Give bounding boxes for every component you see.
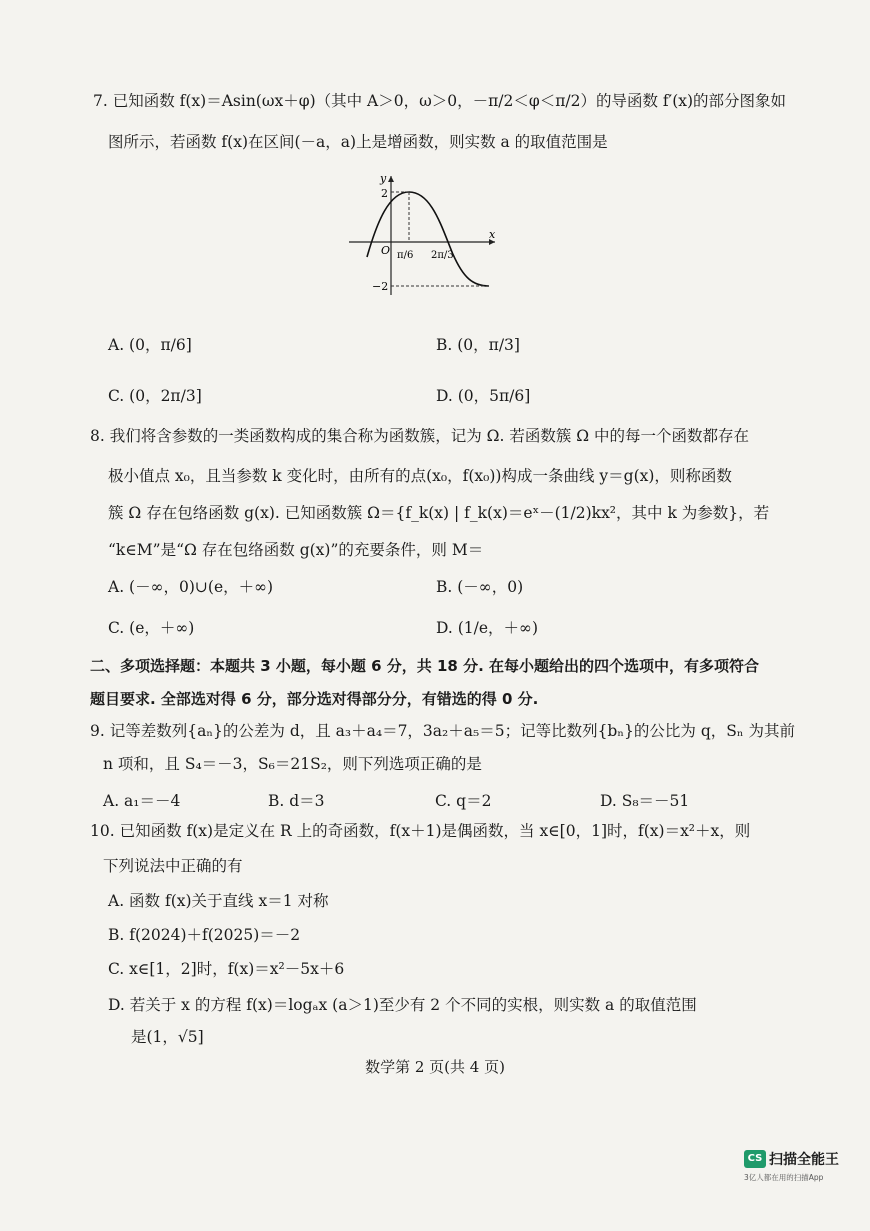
q10-option-b: B. f(2024)＋f(2025)＝－2 <box>108 926 301 944</box>
derivative-curve <box>367 192 489 286</box>
scanner-badge-icon: CS <box>744 1150 766 1168</box>
q10-option-d-line2: 是(1，√5] <box>131 1028 204 1046</box>
q7-line2: 图所示，若函数 f(x)在区间(－a，a)上是增函数，则实数 a 的取值范围是 <box>108 133 608 151</box>
q8-line2: 极小值点 x₀，且当参数 k 变化时，由所有的点(x₀，f(x₀))构成一条曲线 y＝g(x)，则称函数 <box>108 467 732 485</box>
q8-option-c: C. (e，＋∞) <box>108 619 195 637</box>
scanner-app-name: 扫描全能王 <box>769 1151 839 1168</box>
q9-option-a: A. a₁＝－4 <box>103 792 181 810</box>
y-min-label: −2 <box>372 280 389 293</box>
q10-line1: 10. 已知函数 f(x)是定义在 R 上的奇函数，f(x＋1)是偶函数，当 x∈[0，1]时，f(x)＝x²＋x，则 <box>90 822 751 840</box>
q10-option-a: A. 函数 f(x)关于直线 x＝1 对称 <box>108 892 329 910</box>
section2-line2: 题目要求. 全部选对得 6 分，部分选对得部分分，有错选的得 0 分. <box>90 690 539 708</box>
q10-option-c: C. x∈[1，2]时，f(x)＝x²－5x＋6 <box>108 960 345 978</box>
page-footer: 数学第 2 页(共 4 页) <box>365 1058 505 1076</box>
q9-line2: n 项和，且 S₄＝－3，S₆＝21S₂，则下列选项正确的是 <box>103 755 482 773</box>
scanner-tagline: 3亿人都在用的扫描App <box>744 1173 824 1182</box>
scanner-logo <box>744 1148 839 1169</box>
q8-option-a: A. (－∞，0)∪(e，＋∞) <box>108 578 274 596</box>
tick-2pi-over-3: 2π/3 <box>431 250 454 261</box>
tick-pi-over-6: π/6 <box>397 250 414 261</box>
q8-line3: 簇 Ω 存在包络函数 g(x). 已知函数簇 Ω＝{f_k(x) | f_k(x)＝eˣ－(1/2)kx²，其中 k 为参数}，若 <box>108 504 770 522</box>
section2-line1: 二、多项选择题：本题共 3 小题，每小题 6 分，共 18 分. 在每小题给出的四个选项中，有多项符合 <box>90 657 760 675</box>
q7-option-a: A. (0，π/6] <box>108 336 192 354</box>
derivative-graph <box>345 170 505 300</box>
y-axis-arrow <box>388 176 394 182</box>
q9-option-c: C. q＝2 <box>435 792 492 810</box>
q9-option-b: B. d＝3 <box>268 792 325 810</box>
origin-label: O <box>381 244 391 257</box>
q7-option-b: B. (0，π/3] <box>436 336 520 354</box>
q10-option-d-line1: D. 若关于 x 的方程 f(x)＝logₐx (a＞1)至少有 2 个不同的实根，则实数 a 的取值范围 <box>108 996 697 1014</box>
q9-option-d: D. S₈＝－51 <box>600 792 690 810</box>
q9-line1: 9. 记等差数列{aₙ}的公差为 d，且 a₃＋a₄＝7，3a₂＋a₅＝5；记等比数列{bₙ}的公比为 q，Sₙ 为其前 <box>90 722 796 740</box>
q8-option-b: B. (－∞，0) <box>436 578 524 596</box>
q10-line2: 下列说法中正确的有 <box>103 857 243 875</box>
q7-option-d: D. (0，5π/6] <box>436 387 531 405</box>
q8-line1: 8. 我们将含参数的一类函数构成的集合称为函数簇，记为 Ω. 若函数簇 Ω 中的每一个函数都存在 <box>90 427 750 445</box>
y-max-label: 2 <box>381 187 388 200</box>
q7-line1: 7. 已知函数 f(x)＝Asin(ωx＋φ)（其中 A＞0，ω＞0，－π/2＜φ＜π/2）的导函数 f′(x)的部分图象如 <box>93 92 787 110</box>
x-axis-label: x <box>489 228 496 241</box>
y-axis-label: y <box>380 172 387 185</box>
q7-option-c: C. (0，2π/3] <box>108 387 202 405</box>
q8-option-d: D. (1/e，＋∞) <box>436 619 538 637</box>
q8-line4: “k∈M”是“Ω 存在包络函数 g(x)”的充要条件，则 M＝ <box>108 541 484 559</box>
